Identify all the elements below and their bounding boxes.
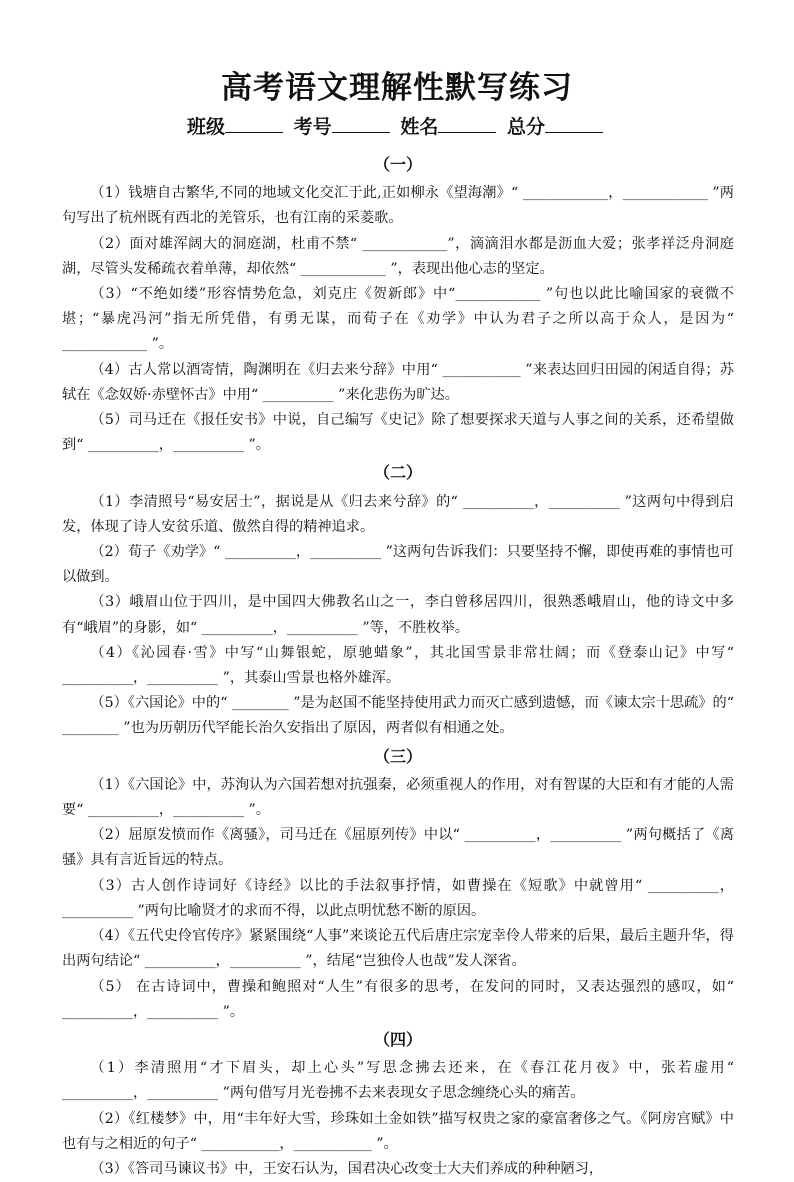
section-2 bbox=[62, 460, 734, 741]
question: （2）《红楼梦》中，用“丰年好大雪，珍珠如土金如铁”描写权贵之家的豪富奢侈之气。《阿房宫赋》中也有与之相近的句子“ ___________，___________ ”。 bbox=[62, 1110, 734, 1152]
score-label: 总分 bbox=[506, 116, 545, 138]
question: （2）荀子《劝学》“ __________，__________ ”这两句告诉我们：只要坚持不懈，即使再难的事情也可以做到。 bbox=[62, 544, 734, 586]
page-title: 高考语文理解性默写练习 bbox=[221, 70, 573, 106]
id-label: 考号 bbox=[293, 116, 332, 138]
question: （3）“不绝如缕”形容情势危急，刘克庄《贺新郎》中“____________ ”句也以此比喻国家的衰微不堪；“暴虎冯河”指无所凭借，有勇无谋，而荀子在《劝学》中认为君子之所以高于众人，是因为“ ____________ ”。 bbox=[62, 286, 734, 353]
section-4 bbox=[62, 1027, 734, 1182]
score-blank[interactable] bbox=[545, 116, 603, 133]
question: （1）钱塘自古繁华,不同的地域文化交汇于此,正如柳永《望海潮》“ ____________，____________ ”两句写出了杭州既有西北的羌管乐，也有江南的采菱歌。 bbox=[62, 185, 734, 227]
id-blank[interactable] bbox=[332, 116, 390, 133]
question: （1）李清照号“易安居士”，据说是从《归去来兮辞》的“ __________，__________ ”这两句中得到启发，体现了诗人安贫乐道、傲然自得的精神追求。 bbox=[62, 493, 734, 535]
section-heading: （三） bbox=[373, 746, 422, 766]
section-heading: （二） bbox=[373, 463, 422, 483]
class-label: 班级 bbox=[187, 116, 226, 138]
question: （3）《答司马谏议书》中，王安石认为，国君决心改变士大夫们养成的种种陋习， bbox=[90, 1160, 604, 1177]
name-label: 姓名 bbox=[400, 116, 439, 138]
section-heading: （四） bbox=[373, 1029, 422, 1049]
section-1 bbox=[62, 152, 734, 458]
section-3 bbox=[62, 744, 734, 1025]
question: （4）《五代史伶官传序》紧紧围绕“人事”来谈论五代后唐庄宗宠幸伶人带来的后果，最后主题升华，得出两句结论“ __________，__________ ”，结尾“岂独伶人也哉”发人深省。 bbox=[62, 928, 734, 970]
question: （5）司马迁在《报任安书》中说，自己编写《史记》除了想要探求天道与人事之间的关系，还希望做到“ __________，__________ ”。 bbox=[62, 412, 734, 454]
exercise-content bbox=[62, 150, 734, 1182]
question: （3）古人创作诗词好《诗经》以比的手法叙事抒情，如曹操在《短歌》中就曾用“ __________，__________ ”两句比喻贤才的求而不得，以此点明忧愁不断的原因。 bbox=[62, 877, 734, 919]
name-blank[interactable] bbox=[438, 116, 496, 133]
question: （4）《沁园春·雪》中写“山舞银蛇，原驰蜡象”，其北国雪景非常壮阔；而《登泰山记》中写“ __________，__________ ”，其泰山雪景也格外雄浑。 bbox=[62, 644, 734, 687]
question: （1）《六国论》中，苏洵认为六国若想对抗强秦，必须重视人的作用，对有智谋的大臣和有才能的人需要“ __________，__________ ”。 bbox=[62, 776, 734, 819]
question: （1）李清照用“才下眉头，却上心头”写思念拂去还来，在《春江花月夜》中，张若虚用“ __________，__________ ”两句借写月光卷拂不去来表现女子思念缠绕心头的痛苦。 bbox=[62, 1060, 734, 1102]
student-info-line bbox=[0, 112, 794, 139]
question: （5） 在古诗词中，曹操和鲍照对“人生”有很多的思考，在发问的同时，又表达强烈的感叹，如“ __________，__________ ”。 bbox=[62, 978, 734, 1020]
class-blank[interactable] bbox=[225, 116, 283, 133]
question: （3）峨眉山位于四川，是中国四大佛教名山之一，李白曾移居四川，很熟悉峨眉山，他的诗文中多有“峨眉”的身影，如“ __________，__________ ”等，不胜枚举。 bbox=[62, 594, 734, 636]
question: （2）屈原发愤而作《离骚》，司马迁在《屈原列传》中以“ __________，__________ ”两句概括了《离骚》具有言近旨远的特点。 bbox=[62, 827, 734, 869]
section-heading: （一） bbox=[373, 155, 422, 174]
question: （2）面对雄浑阔大的洞庭湖，杜甫不禁“ ____________”，滴滴泪水都是沥血大爱；张孝祥泛舟洞庭湖，尽管头发稀疏衣着单薄，却依然“ ____________ ”，表现出他心志的坚定。 bbox=[62, 235, 734, 277]
question: （5）《六国论》中的“ ________ ”是为赵国不能坚持使用武力而灭亡感到遗憾，而《谏太宗十思疏》的“ ________ ”也为历朝历代罕能长治久安指出了原因，两者似有相通之处。 bbox=[62, 695, 734, 737]
question: （4）古人常以酒寄情，陶渊明在《归去来兮辞》中用“ ___________ ”来表达回归田园的闲适自得；苏轼在《念奴娇·赤壁怀古》中用“ __________ ”来化悲伤为旷达。 bbox=[62, 361, 734, 403]
